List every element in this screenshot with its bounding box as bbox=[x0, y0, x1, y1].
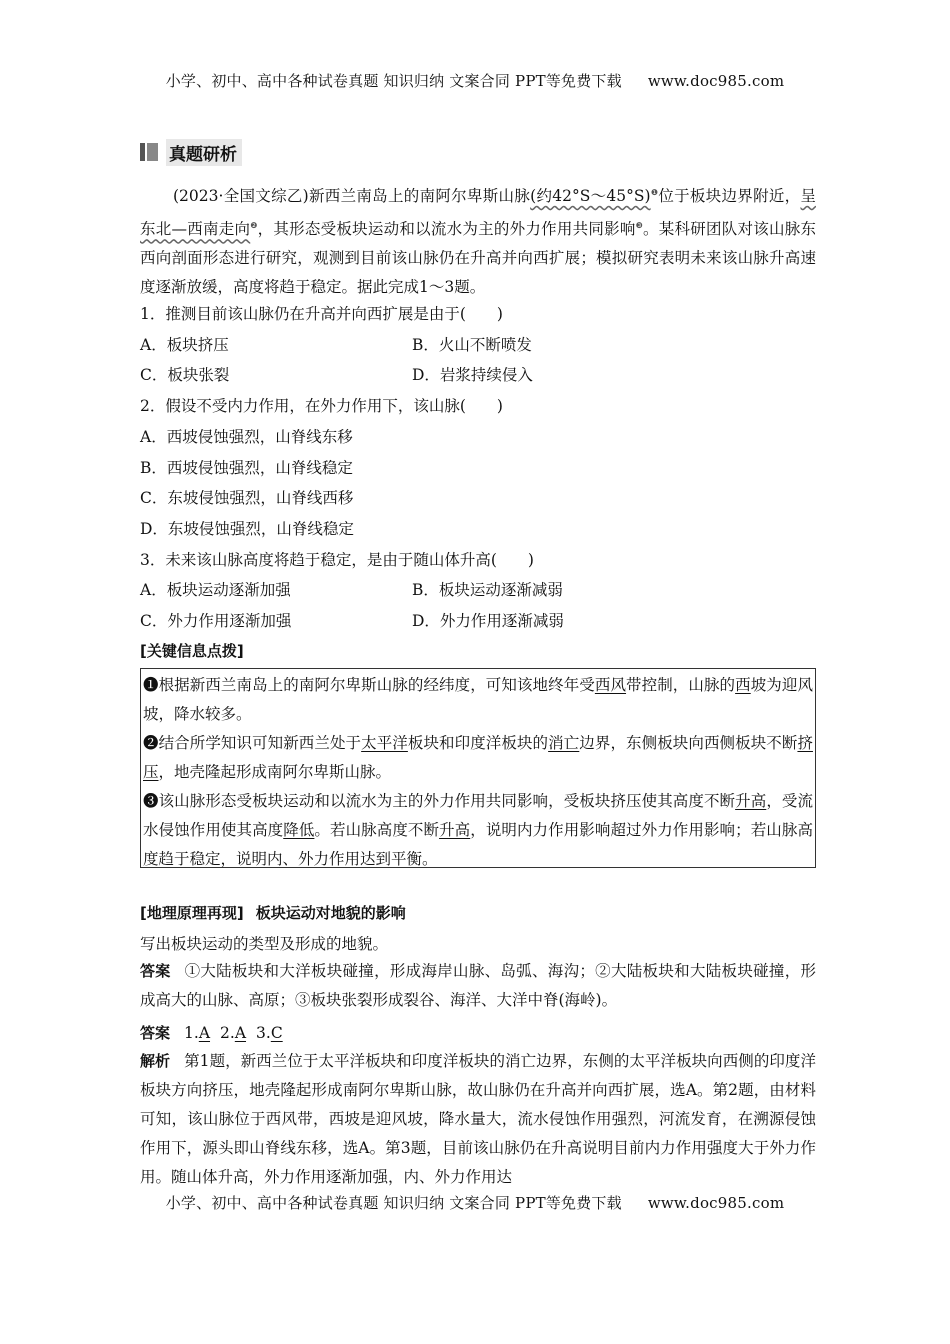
principle-answer-text: ①大陆板块和大洋板块碰撞，形成海岸山脉、岛弧、海沟；②大陆板块和大陆板块碰撞，形成高大的山脉、高原；③板块张裂形成裂谷、海洋、大洋中脊(海岭)。 bbox=[140, 962, 816, 1009]
answer-3: C bbox=[270, 1024, 283, 1042]
principle-answer-label: 答案 bbox=[140, 962, 171, 980]
q1-option-d: D．岩浆持续侵入 bbox=[412, 366, 533, 384]
intro-text-2: ，其形态受板块运动和以流水为主的外力作用共同影响 bbox=[257, 220, 636, 239]
marker-2: ❷ bbox=[250, 221, 258, 231]
key-info-item-3: ❸该山脉形态受板块运动和以流水为主的外力作用共同影响，受板块挤压使其高度不断升高，受流水侵蚀作用使其高度降低。若山脉高度不断升高，说明内力作用影响超过外力作用影响；若山脉高度趋于稳定，说明内、外力作用达到平衡。 bbox=[143, 792, 813, 868]
intro-text-3: 。某科研团队对该山脉东西向剖面形态进行研究，观测到目前该山脉仍在升高并向西扩展；模拟研究表明未来该山脉升高速度逐渐放缓，高度将趋于稳定。据此完成1～3题。 bbox=[140, 220, 816, 297]
footer-text: 小学、初中、高中各种试卷真题 知识归纳 文案合同 PPT等免费下载 bbox=[165, 1194, 622, 1212]
q3-option-d: D．外力作用逐渐减弱 bbox=[412, 612, 564, 630]
analysis-label: 解析 bbox=[140, 1052, 171, 1070]
answer-2: A bbox=[234, 1024, 247, 1042]
footer-site: www.doc985.com bbox=[647, 1194, 785, 1212]
section-title-text: 真题研析 bbox=[166, 139, 242, 166]
key-info-item-2: ❷结合所学知识可知新西兰处于太平洋板块和印度洋板块的消亡边界，东侧板块向西侧板块不断挤压，地壳隆起形成南阿尔卑斯山脉。 bbox=[143, 734, 813, 781]
analysis-text: 第1题，新西兰位于太平洋板块和印度洋板块的消亡边界，东侧的太平洋板块向西侧的印度洋板块方向挤压，地壳隆起形成南阿尔卑斯山脉，故山脉仍在升高并向西扩展，选A。第2题，由材料可知，该山脉位于西风带，西坡是迎风坡，降水量大，流水侵蚀作用强烈，河流发育，在溯源侵蚀作用下，源头即山脊线东移，选A。第3题，目前该山脉仍在升高说明目前内力作用强度大于外力作用。随山体升高，外力作用逐渐加强，内、外力作用达 bbox=[140, 1052, 816, 1186]
principle-answer bbox=[140, 957, 816, 1015]
key-info-title: [关键信息点拨] bbox=[140, 642, 244, 660]
q2-stem: 2．假设不受内力作用，在外力作用下，该山脉( ) bbox=[140, 397, 503, 415]
q1-option-a: A．板块挤压 bbox=[140, 336, 229, 354]
q1-option-b: B．火山不断喷发 bbox=[412, 336, 532, 354]
answers-line: 答案 1.A 2.A 3.C bbox=[140, 1024, 283, 1042]
principle-prompt: 写出板块运动的类型及形成的地貌。 bbox=[140, 935, 389, 953]
page-footer bbox=[0, 1192, 950, 1213]
q2-option-d: D．东坡侵蚀强烈，山脊线稳定 bbox=[140, 520, 354, 538]
q3-option-a: A．板块运动逐渐加强 bbox=[140, 581, 291, 599]
principle-title: 板块运动对地貌的影响 bbox=[255, 904, 406, 922]
marker-3: ❸ bbox=[635, 221, 644, 231]
section-marker-icon bbox=[140, 143, 160, 161]
header-text: 小学、初中、高中各种试卷真题 知识归纳 文案合同 PPT等免费下载 bbox=[165, 72, 622, 90]
marker-1: ❶ bbox=[650, 188, 659, 197]
intro-text-1: (2023·全国文综乙)新西兰南岛上的南阿尔卑斯山脉 bbox=[173, 187, 531, 206]
key-info-item-1: ❶根据新西兰南岛上的南阿尔卑斯山脉的经纬度，可知该地终年受西风带控制，山脉的西坡为迎风坡，降水较多。 bbox=[143, 676, 813, 723]
analysis bbox=[140, 1047, 816, 1192]
section-title bbox=[140, 140, 242, 164]
q2-option-c: C．东坡侵蚀强烈，山脊线西移 bbox=[140, 489, 354, 507]
intro-trend: 呈东北—西南走向 bbox=[140, 187, 816, 239]
key-info-box bbox=[140, 668, 816, 868]
principle-label: [地理原理再现] bbox=[140, 904, 244, 922]
q3-option-c: C．外力作用逐渐加强 bbox=[140, 612, 292, 630]
q2-option-a: A．西坡侵蚀强烈，山脊线东移 bbox=[140, 428, 353, 446]
header-site: www.doc985.com bbox=[647, 72, 785, 90]
q3-stem: 3．未来该山脉高度将趋于稳定，是由于随山体升高( ) bbox=[140, 551, 534, 569]
intro-passage bbox=[140, 178, 816, 302]
principle-heading bbox=[140, 902, 406, 923]
q1-option-c: C．板块张裂 bbox=[140, 366, 230, 384]
q1-stem: 1．推测目前该山脉仍在升高并向西扩展是由于( ) bbox=[140, 305, 503, 323]
q2-option-b: B．西坡侵蚀强烈，山脊线稳定 bbox=[140, 459, 353, 477]
page-header bbox=[0, 70, 950, 91]
answer-1: A bbox=[198, 1024, 211, 1042]
q3-option-b: B．板块运动逐渐减弱 bbox=[412, 581, 563, 599]
intro-text-1b: 位于板块边界附近， bbox=[658, 187, 801, 206]
intro-latitude: (约42°S～45°S) bbox=[530, 187, 651, 206]
answers-label: 答案 bbox=[140, 1024, 171, 1042]
